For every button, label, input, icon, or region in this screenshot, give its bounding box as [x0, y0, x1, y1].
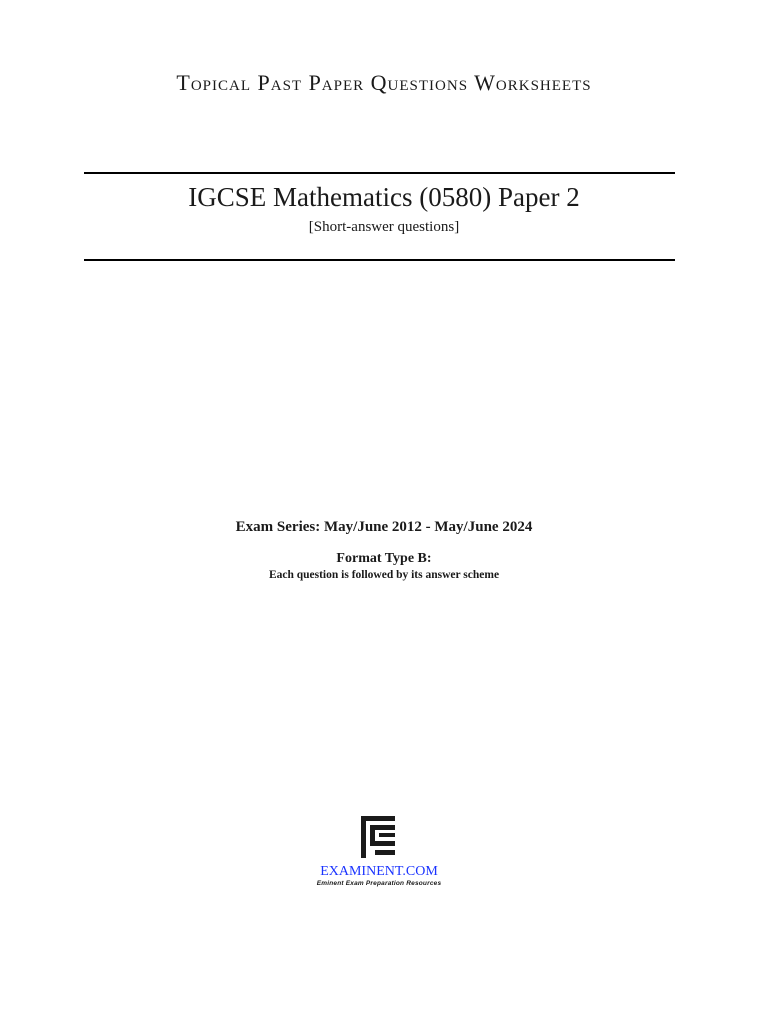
examinent-link[interactable]: EXAMINENT.COM	[320, 864, 438, 879]
examinent-logo-icon	[361, 816, 397, 858]
brand-tagline: Eminent Exam Preparation Resources	[316, 880, 442, 887]
format-description: Each question is followed by its answer scheme	[268, 569, 500, 581]
exam-series: Exam Series: May/June 2012 - May/June 2024	[235, 519, 533, 535]
page-subtitle: [Short-answer questions]	[308, 219, 460, 235]
worksheet-header-title: Topical Past Paper Questions Worksheets	[176, 70, 592, 95]
page-title: IGCSE Mathematics (0580) Paper 2	[188, 182, 580, 212]
top-divider	[84, 172, 675, 174]
format-type: Format Type B:	[336, 551, 432, 566]
bottom-divider	[84, 259, 675, 261]
